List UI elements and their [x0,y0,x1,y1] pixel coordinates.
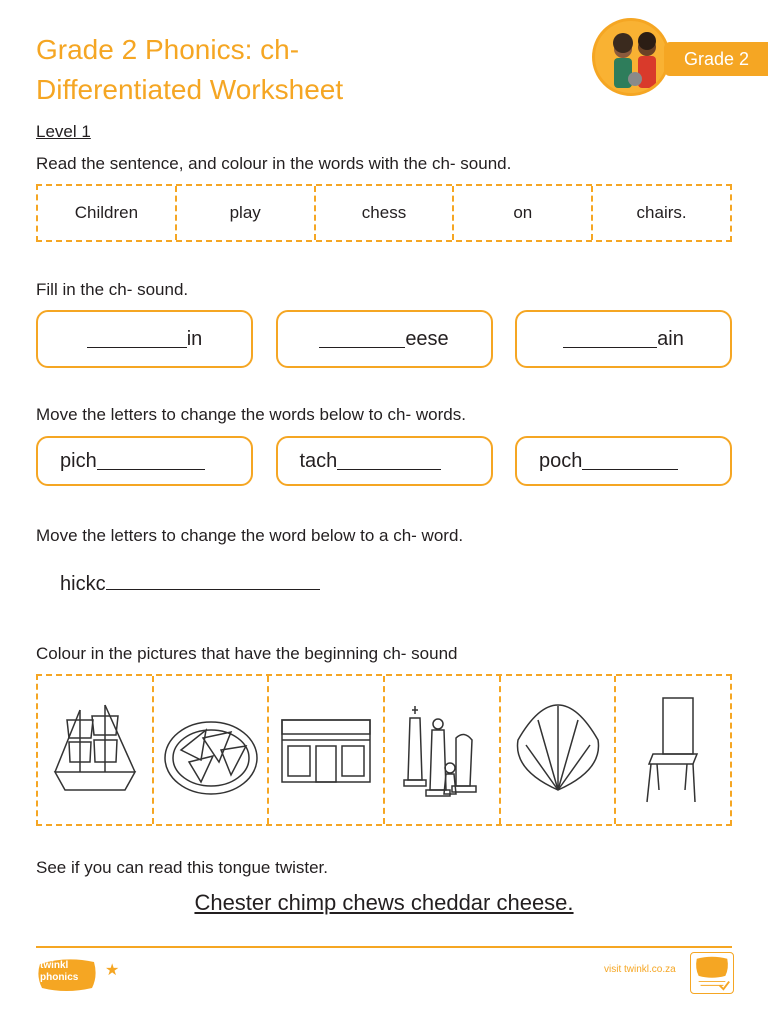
scrambled-word: pich [60,449,97,472]
rearrange-single [60,572,320,596]
title-line-1: Grade 2 Phonics: ch- [36,34,300,65]
answer-blank[interactable] [582,452,678,470]
chess-icon[interactable] [385,676,501,824]
chair-icon[interactable] [616,676,730,824]
visit-link[interactable]: visit twinkl.co.za [604,964,676,975]
rearrange-row [36,436,732,486]
answer-blank[interactable] [87,330,187,348]
logo-text: twinkl phonics [40,960,79,983]
instruction-tongue-twister: See if you can read this tongue twister. [36,858,329,877]
instruction-move-letters-words: Move the letters to change the words below to ch- words. [36,405,466,424]
word-box[interactable]: play [177,186,316,240]
grade-badge: Grade 2 [664,42,768,76]
fill-in-row [36,310,732,368]
instruction-colour-words: Read the sentence, and colour in the words with the ch- sound. [36,154,512,173]
instruction-move-letters-word: Move the letters to change the word below to a ch- word. [36,526,464,545]
ship-icon[interactable] [38,676,154,824]
scrambled-word: hickc [60,573,106,595]
quality-seal-icon [690,952,734,994]
scrambled-word: poch [539,449,583,472]
worksheet-title [36,30,556,110]
word-box[interactable]: chairs. [636,203,687,222]
chips-icon[interactable] [154,676,270,824]
answer-blank[interactable] [106,572,320,590]
sentence-word-boxes [36,184,732,242]
word-ending: ain [657,327,684,350]
instruction-colour-pictures: Colour in the pictures that have the beginning ch- sound [36,644,458,663]
shop-icon[interactable] [269,676,385,824]
word-box[interactable]: chess [316,186,455,240]
title-line-2: Differentiated Worksheet [36,74,344,105]
star-icon: ★ [105,962,120,979]
shell-icon[interactable] [501,676,617,824]
footer-divider [36,946,732,948]
fill-in-box[interactable] [36,310,253,368]
rearrange-box[interactable] [515,436,732,486]
answer-blank[interactable] [563,330,657,348]
answer-blank[interactable] [319,330,405,348]
fill-in-box[interactable] [276,310,493,368]
tongue-twister: Chester chimp chews cheddar cheese. [194,890,574,915]
word-ending: in [186,327,203,350]
answer-blank[interactable] [97,452,205,470]
word-ending: eese [405,327,449,350]
children-illustration [592,18,670,96]
instruction-fill-in: Fill in the ch- sound. [36,280,189,299]
level-heading: Level 1 [36,122,91,141]
rearrange-box[interactable] [36,436,253,486]
picture-boxes [36,674,732,826]
scrambled-word: tach [299,449,338,472]
rearrange-box[interactable] [276,436,493,486]
answer-blank[interactable] [337,452,441,470]
fill-in-box[interactable] [515,310,732,368]
word-box[interactable]: Children [38,186,177,240]
word-box[interactable]: on [454,186,593,240]
